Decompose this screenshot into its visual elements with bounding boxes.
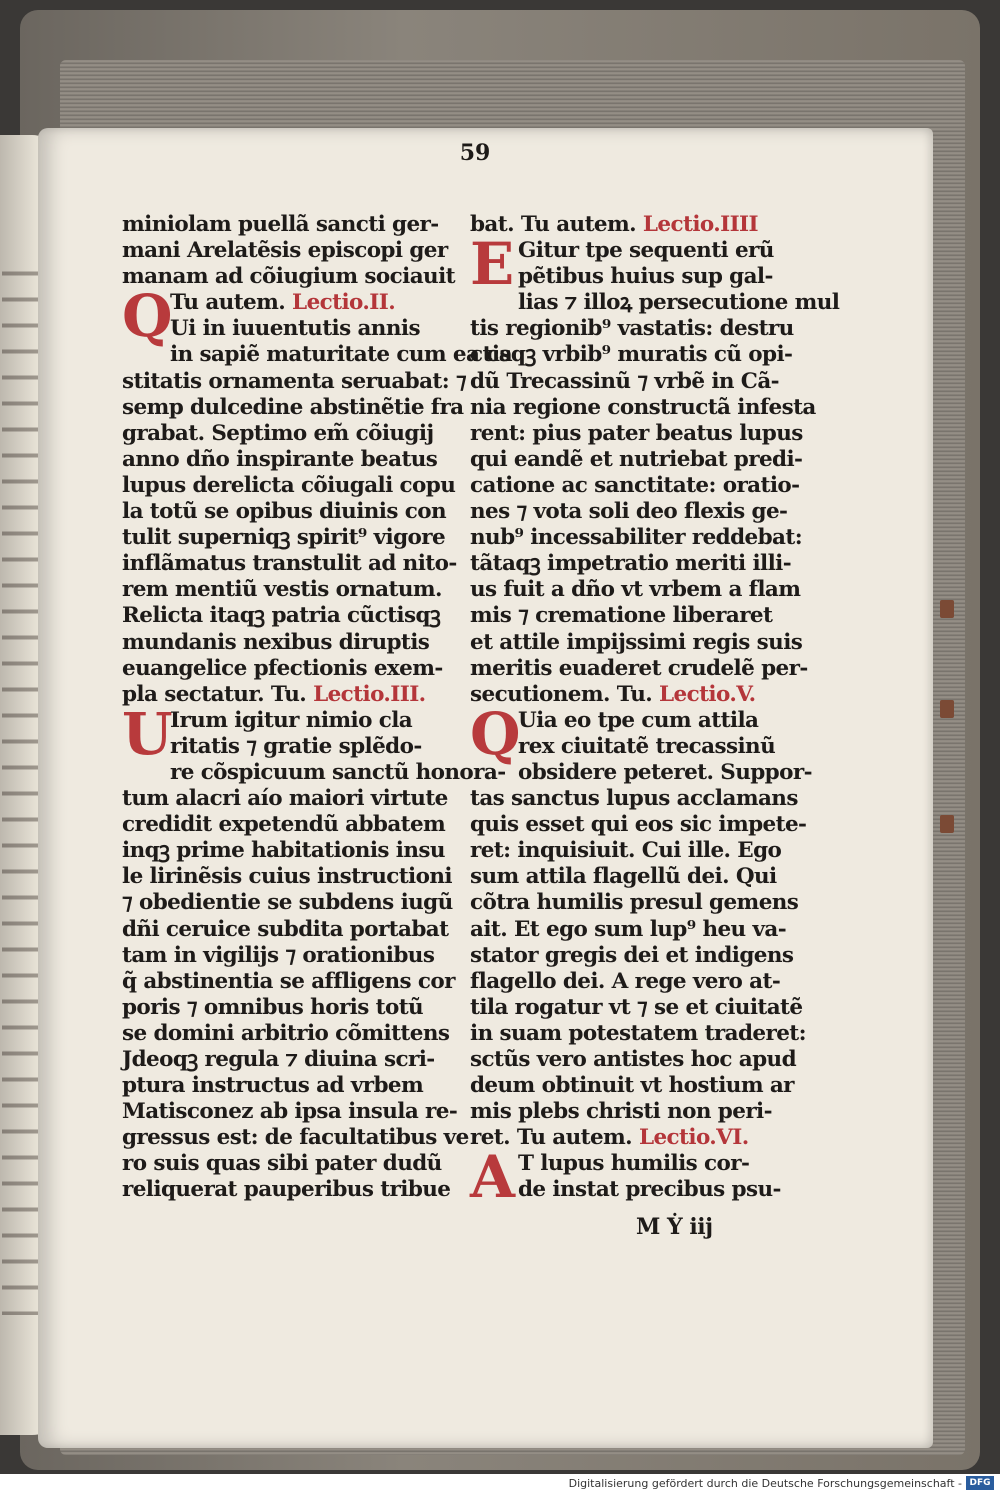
page-tab	[940, 700, 954, 718]
line-text: nes ⁊ vota soli deo flexis ge-	[470, 499, 788, 525]
line-text: q̃ abstinentia se affligens cor	[122, 968, 455, 994]
line-text: tam in vigilijs ⁊ orationibus	[122, 942, 435, 968]
line-text: Irum igitur nimio cla	[170, 707, 413, 733]
text-line	[470, 421, 805, 447]
lectio-rubric: Lectio.V.	[659, 681, 756, 707]
line-text: stitatis ornamenta seruabat: ⁊	[122, 368, 467, 394]
text-line	[470, 943, 805, 969]
line-text: re cõspicuum sanctũ honora-	[170, 759, 506, 785]
line-text: catione ac sanctitate: oratio-	[470, 472, 800, 498]
text-line	[122, 630, 457, 656]
line-text: tis regionib⁹ vastatis: destru	[470, 316, 794, 342]
line-text: manam ad cõiugium sociauit	[122, 264, 455, 290]
line-text: pla sectatur. Tu.	[122, 681, 314, 707]
text-line	[470, 499, 805, 525]
line-text: flagello dei. A rege vero at-	[470, 968, 781, 994]
line-text: mundanis nexibus diruptis	[122, 629, 430, 655]
line-text: nub⁹ incessabiliter reddebat:	[470, 525, 803, 551]
text-line	[470, 812, 805, 838]
line-text: gressus est: de facultatibus ve	[122, 1125, 469, 1151]
text-line	[122, 759, 506, 786]
text-line	[470, 1125, 805, 1151]
text-line	[122, 682, 457, 708]
text-line	[470, 1151, 805, 1177]
rubricated-initial: Q	[470, 699, 521, 768]
text-line	[122, 995, 457, 1021]
text-line	[122, 1073, 457, 1099]
line-text: ret: inquisiuit. Cui ille. Ego	[470, 838, 782, 864]
text-line	[470, 551, 805, 577]
text-line	[122, 212, 457, 238]
dfg-logo: DFG	[966, 1476, 994, 1490]
line-text: sum attila flagellũ dei. Qui	[470, 864, 777, 890]
line-text: obsidere peteret. Suppor-	[518, 759, 812, 785]
text-line	[122, 1125, 469, 1151]
line-text: in sapiẽ maturitate cum ea ca	[170, 342, 513, 368]
line-text: qui eandẽ et nutriebat predi-	[470, 446, 803, 472]
line-text: pẽtibus huius sup gal-	[518, 264, 773, 290]
lectio-rubric: Lectio.III.	[313, 681, 426, 707]
line-text: grabat. Septimo em̃ cõiugij	[122, 420, 434, 446]
lectio-rubric: Lectio.II.	[292, 290, 396, 316]
line-text: meritis euaderet crudelẽ per-	[470, 655, 808, 681]
text-line	[122, 290, 457, 316]
line-text: Jdeoqꝫ regula ⁊ diuina scri-	[122, 1047, 435, 1072]
text-line	[470, 1047, 805, 1073]
text-line	[470, 682, 805, 708]
lectio-rubric: Lectio.VI.	[638, 1125, 749, 1151]
text-line	[122, 499, 457, 525]
line-text: Matisconez ab ipsa insula re-	[122, 1099, 458, 1125]
text-line	[470, 342, 805, 368]
text-line	[470, 238, 805, 264]
text-line	[122, 1021, 457, 1047]
text-line	[470, 447, 805, 473]
line-text: mani Arelatẽsis episcopi ger	[122, 238, 448, 264]
line-text: euangelice pfectionis exem-	[122, 655, 443, 681]
text-line	[470, 630, 805, 656]
text-line	[470, 525, 805, 551]
text-line	[470, 264, 805, 290]
text-line	[122, 525, 457, 551]
line-text: Gitur tpe sequenti erũ	[518, 238, 774, 264]
text-line	[470, 290, 840, 316]
text-line	[122, 1047, 457, 1073]
text-line	[122, 238, 457, 264]
text-line	[122, 473, 457, 499]
text-line	[122, 812, 457, 838]
folio-number: 59	[459, 140, 491, 166]
line-text: rent: pius pater beatus lupus	[470, 420, 803, 446]
line-text: tum alacri aío maiori virtute	[122, 786, 448, 812]
text-line	[122, 577, 457, 603]
text-line	[122, 447, 457, 473]
line-text: in suam potestatem traderet:	[470, 1020, 806, 1046]
text-line	[470, 838, 805, 864]
text-line	[470, 969, 805, 995]
line-text: ait. Et ego sum lup⁹ heu va-	[470, 916, 787, 942]
text-line	[470, 212, 805, 238]
line-text: tila rogatur vt ⁊ se et ciuitatẽ	[470, 994, 803, 1020]
text-line	[470, 316, 805, 342]
line-text: ro suis quas sibi pater dudũ	[122, 1151, 442, 1177]
text-line	[470, 1177, 805, 1203]
text-line	[470, 864, 805, 890]
line-text: mis plebs christi non peri-	[470, 1099, 772, 1125]
rubricated-initial: Q	[122, 282, 173, 351]
text-line	[470, 1021, 805, 1047]
text-line	[122, 864, 457, 890]
line-text: anno dño inspirante beatus	[122, 446, 438, 472]
page-tab	[940, 600, 954, 618]
line-text: et attile impijssimi regis suis	[470, 629, 803, 655]
text-line	[122, 969, 457, 995]
text-line	[470, 786, 805, 812]
line-text: mis ⁊ crematione liberaret	[470, 603, 773, 629]
rubricated-initial: E	[470, 230, 515, 299]
left-text-column	[122, 212, 513, 1204]
line-text: Ui in iuuentutis annis	[170, 316, 420, 342]
text-line	[470, 734, 805, 760]
page-tab	[940, 815, 954, 833]
lectio-rubric: Lectio.IIII	[642, 212, 758, 237]
line-text: ret. Tu autem.	[470, 1125, 639, 1151]
line-text: tas sanctus lupus acclamans	[470, 786, 798, 812]
line-text: semp dulcedine abstinẽtie fra	[122, 394, 464, 420]
text-line	[122, 917, 457, 943]
line-text: stator gregis dei et indigens	[470, 942, 794, 968]
text-line	[122, 786, 457, 812]
text-line	[470, 995, 805, 1021]
rubricated-initial: U	[122, 699, 173, 768]
line-text: ⁊ obedientie se subdens iugũ	[122, 890, 453, 916]
right-text-column	[470, 212, 840, 1212]
line-text: cõtra humilis presul gemens	[470, 890, 799, 916]
line-text: rex ciuitatẽ trecassinũ	[518, 733, 776, 759]
text-line	[122, 342, 513, 368]
line-text: inqꝫ prime habitationis insu	[122, 838, 445, 864]
line-text: tãtaqꝫ impetratio meriti illi-	[470, 551, 792, 577]
line-text: la totũ se opibus diuinis con	[122, 499, 447, 525]
text-line	[122, 1099, 457, 1125]
text-line	[470, 369, 805, 395]
line-text: nia regione constructã infesta	[470, 394, 816, 420]
line-text: Tu autem.	[170, 290, 293, 316]
text-line	[470, 708, 805, 734]
text-line	[470, 655, 808, 682]
line-text: Relicta itaqꝫ patria cũctisqꝫ	[122, 603, 441, 629]
line-text: ptura instructus ad vrbem	[122, 1073, 424, 1099]
text-line	[470, 603, 805, 629]
line-text: miniolam puellã sancti ger-	[122, 212, 439, 237]
text-line	[470, 1073, 805, 1099]
text-line	[122, 656, 457, 682]
line-text: de instat precibus psu-	[518, 1177, 781, 1203]
text-line	[122, 1177, 457, 1203]
text-line	[122, 1151, 457, 1177]
line-text: credidit expetendũ abbatem	[122, 812, 446, 838]
signature-mark: M Ẏ iij	[636, 1214, 713, 1240]
text-line	[122, 316, 457, 342]
line-text: ritatis ⁊ gratie splẽdo-	[170, 733, 422, 759]
line-text: inflãmatus transtulit ad nito-	[122, 551, 457, 577]
line-text: T lupus humilis cor-	[518, 1151, 750, 1177]
text-line	[122, 421, 457, 447]
line-text: Uia eo tpe cum attila	[518, 707, 759, 733]
line-text: rem mentiũ vestis ornatum.	[122, 577, 442, 603]
text-line	[122, 943, 457, 969]
text-line	[122, 551, 457, 577]
text-line	[470, 890, 805, 916]
line-text: dũ Trecassinũ ⁊ vrbẽ in Cã-	[470, 368, 779, 394]
text-line	[122, 890, 457, 916]
line-text: lupus derelicta cõiugali copu	[122, 472, 456, 498]
line-text: reliquerat pauperibus tribue	[122, 1177, 451, 1203]
line-text: us fuit a dño vt vrbem a flam	[470, 577, 801, 603]
text-line	[470, 394, 816, 421]
line-text: le lirinẽsis cuius instructioni	[122, 864, 452, 890]
line-text: dñi ceruice subdita portabat	[122, 916, 449, 942]
rubricated-initial: A	[470, 1143, 516, 1212]
line-text: bat. Tu autem.	[470, 212, 643, 237]
text-line	[122, 603, 457, 629]
line-text: tulit superniqꝫ spirit⁹ vigore	[122, 525, 446, 551]
text-line	[470, 473, 805, 499]
text-line	[122, 838, 457, 864]
line-text: quis esset qui eos sic impete-	[470, 812, 807, 838]
text-line	[470, 1099, 805, 1125]
text-line	[122, 264, 457, 290]
text-line	[470, 759, 812, 786]
footer-credit: Digitalisierung gefördert durch die Deutsche Forschungsgemeinschaft -	[568, 1477, 962, 1490]
line-text: sctũs vero antistes hoc apud	[470, 1047, 797, 1072]
line-text: ctisqꝫ vrbib⁹ muratis cũ opi-	[470, 342, 793, 368]
text-line	[470, 917, 805, 943]
text-line	[122, 708, 457, 734]
line-text: secutionem. Tu.	[470, 681, 660, 707]
line-text: poris ⁊ omnibus horis totũ	[122, 994, 424, 1020]
text-line	[122, 394, 464, 421]
text-line	[470, 577, 805, 603]
text-line	[122, 734, 457, 760]
line-text: se domini arbitrio cõmittens	[122, 1020, 450, 1046]
line-text: deum obtinuit vt hostium ar	[470, 1073, 794, 1099]
text-line	[122, 368, 467, 395]
line-text: lias ⁊ illoꝝ persecutione mul	[518, 290, 840, 316]
